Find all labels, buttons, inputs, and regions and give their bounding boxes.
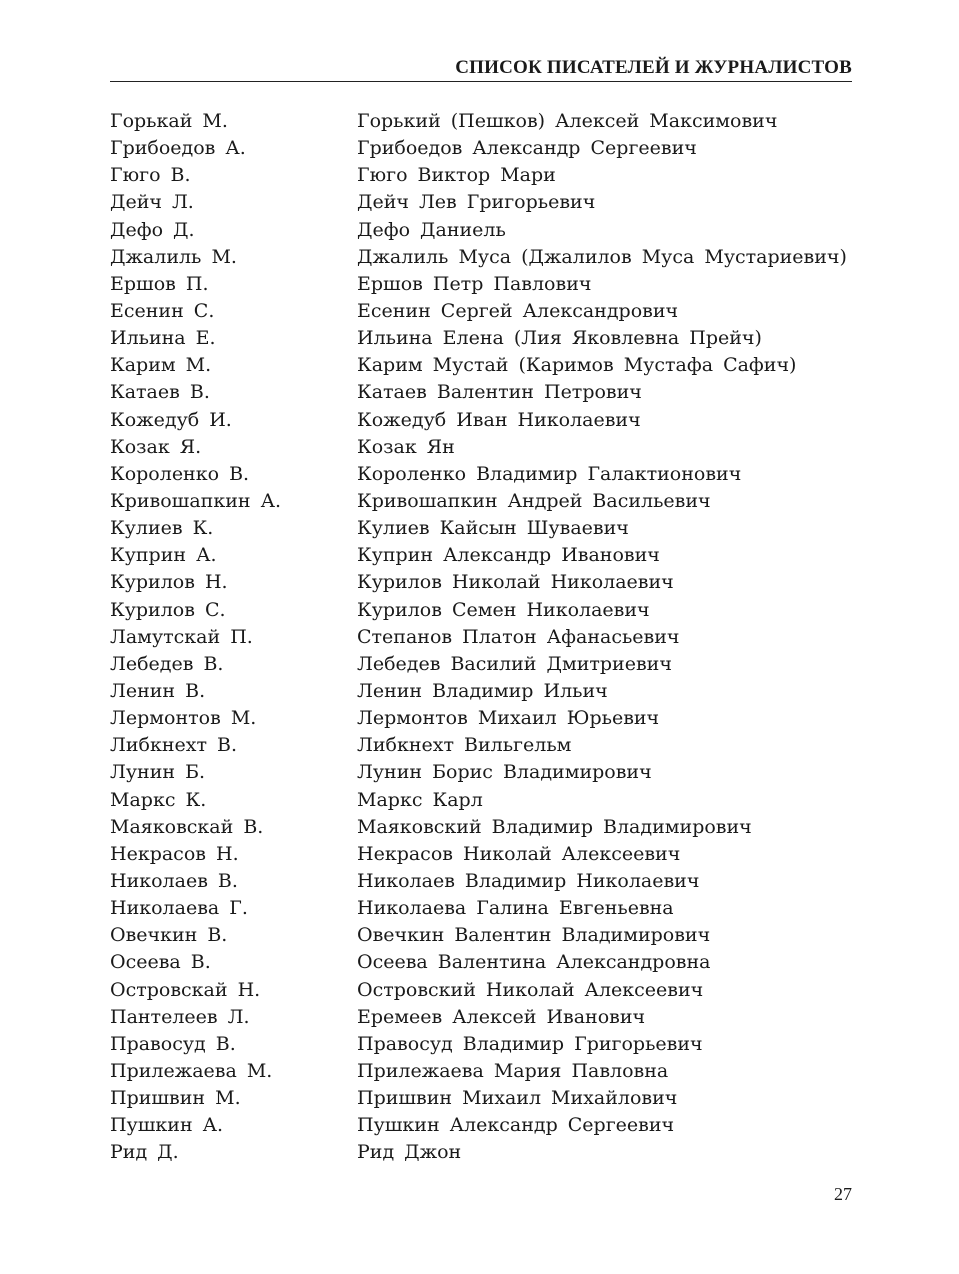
short-name: Маяковскай В. bbox=[110, 815, 264, 838]
full-name: Некрасов Николай Алексеевич bbox=[357, 842, 681, 865]
short-name: Овечкин В. bbox=[110, 924, 228, 947]
full-name: Пришвин Михаил Михайлович bbox=[357, 1087, 678, 1110]
short-name: Кожедуб И. bbox=[110, 408, 232, 431]
short-name: Дейч Л. bbox=[110, 191, 194, 214]
full-name: Карим Мустай (Каримов Мустафа Сафич) bbox=[357, 354, 797, 377]
short-name: Лебедев В. bbox=[110, 652, 224, 675]
full-name: Овечкин Валентин Владимирович bbox=[357, 924, 711, 947]
full-name: Короленко Владимир Галактионович bbox=[357, 462, 742, 485]
list-item bbox=[110, 922, 852, 949]
list-item bbox=[110, 108, 852, 135]
short-name: Грибоедов А. bbox=[110, 137, 246, 160]
page-header-title: СПИСОК ПИСАТЕЛЕЙ И ЖУРНАЛИСТОВ bbox=[455, 57, 852, 78]
list-item bbox=[110, 841, 852, 868]
full-name: Правосуд Владимир Григорьевич bbox=[357, 1032, 703, 1055]
short-name: Николаев В. bbox=[110, 869, 238, 892]
short-name: Курилов Н. bbox=[110, 571, 228, 594]
list-item bbox=[110, 1058, 852, 1085]
short-name: Дефо Д. bbox=[110, 218, 195, 241]
list-item bbox=[110, 814, 852, 841]
list-item bbox=[110, 162, 852, 189]
full-name: Маяковский Владимир Владимирович bbox=[357, 815, 752, 838]
short-name: Пушкин А. bbox=[110, 1114, 224, 1137]
list-item bbox=[110, 1085, 852, 1112]
list-item bbox=[110, 895, 852, 922]
short-name: Николаева Г. bbox=[110, 897, 248, 920]
list-item bbox=[110, 434, 852, 461]
short-name: Островскай Н. bbox=[110, 978, 261, 1001]
full-name: Катаев Валентин Петрович bbox=[357, 381, 642, 404]
list-item bbox=[110, 977, 852, 1004]
full-name: Ильина Елена (Лия Яковлевна Прейч) bbox=[357, 327, 762, 350]
short-name: Маркс К. bbox=[110, 788, 207, 811]
full-name: Либкнехт Вильгельм bbox=[357, 734, 572, 757]
full-name: Ершов Петр Павлович bbox=[357, 272, 592, 295]
list-item bbox=[110, 325, 852, 352]
header-rule bbox=[110, 81, 852, 82]
full-name: Ленин Владимир Ильич bbox=[357, 679, 608, 702]
list-item bbox=[110, 407, 852, 434]
short-name: Ленин В. bbox=[110, 679, 206, 702]
list-item bbox=[110, 135, 852, 162]
short-name: Горькай М. bbox=[110, 110, 228, 132]
short-name: Лермонтов М. bbox=[110, 707, 257, 730]
short-name: Катаев В. bbox=[110, 381, 210, 404]
full-name: Дейч Лев Григорьевич bbox=[357, 191, 596, 214]
full-name: Маркс Карл bbox=[357, 788, 483, 811]
full-name: Прилежаева Мария Павловна bbox=[357, 1059, 669, 1082]
full-name: Лебедев Василий Дмитриевич bbox=[357, 652, 672, 675]
full-name: Кожедуб Иван Николаевич bbox=[357, 408, 641, 431]
list-item bbox=[110, 1112, 852, 1139]
full-name: Лунин Борис Владимирович bbox=[357, 761, 652, 784]
full-name: Пушкин Александр Сергеевич bbox=[357, 1114, 675, 1137]
list-item bbox=[110, 569, 852, 596]
short-name: Козак Я. bbox=[110, 435, 202, 458]
list-item bbox=[110, 352, 852, 379]
short-name: Рид Д. bbox=[110, 1141, 179, 1164]
short-name: Прилежаева М. bbox=[110, 1059, 273, 1082]
short-name: Осеева В. bbox=[110, 951, 211, 974]
short-name: Гюго В. bbox=[110, 164, 191, 187]
list-item bbox=[110, 759, 852, 786]
short-name: Некрасов Н. bbox=[110, 842, 239, 865]
full-name: Рид Джон bbox=[357, 1141, 462, 1164]
short-name: Лунин Б. bbox=[110, 761, 206, 784]
full-name: Джалиль Муса (Джалилов Муса Мустариевич) bbox=[357, 245, 847, 268]
full-name: Николаева Галина Евгеньевна bbox=[357, 897, 674, 920]
full-name: Дефо Даниель bbox=[357, 218, 506, 241]
short-name: Ильина Е. bbox=[110, 327, 216, 350]
page-number: 27 bbox=[834, 1184, 852, 1204]
list-item bbox=[110, 542, 852, 569]
list-item bbox=[110, 488, 852, 515]
list-item bbox=[110, 244, 852, 271]
short-name: Кулиев К. bbox=[110, 517, 214, 540]
list-item bbox=[110, 189, 852, 216]
full-name: Кулиев Кайсын Шуваевич bbox=[357, 517, 629, 540]
short-name: Пришвин М. bbox=[110, 1087, 241, 1110]
list-item bbox=[110, 949, 852, 976]
list-item bbox=[110, 1139, 852, 1166]
short-name: Куприн А. bbox=[110, 544, 217, 567]
list-item bbox=[110, 1031, 852, 1058]
short-name: Кривошапкин А. bbox=[110, 489, 281, 512]
full-name: Есенин Сергей Александрович bbox=[357, 299, 679, 322]
list-item bbox=[110, 515, 852, 542]
list-item bbox=[110, 705, 852, 732]
short-name: Ламутскай П. bbox=[110, 625, 253, 648]
full-name: Еремеев Алексей Иванович bbox=[357, 1005, 646, 1028]
list-item bbox=[110, 271, 852, 298]
full-name: Осеева Валентина Александровна bbox=[357, 951, 711, 974]
short-name: Ершов П. bbox=[110, 272, 209, 295]
full-name: Курилов Семен Николаевич bbox=[357, 598, 650, 621]
list-item bbox=[110, 868, 852, 895]
short-name: Правосуд В. bbox=[110, 1032, 236, 1055]
full-name: Козак Ян bbox=[357, 435, 455, 458]
full-name: Курилов Николай Николаевич bbox=[357, 571, 674, 594]
full-name: Горький (Пешков) Алексей Максимович bbox=[357, 110, 778, 132]
list-item bbox=[110, 461, 852, 488]
list-item bbox=[110, 217, 852, 244]
list-item bbox=[110, 624, 852, 651]
full-name: Грибоедов Александр Сергеевич bbox=[357, 137, 697, 160]
list-item bbox=[110, 379, 852, 406]
list-item bbox=[110, 732, 852, 759]
list-item bbox=[110, 1004, 852, 1031]
list-item bbox=[110, 651, 852, 678]
list-item bbox=[110, 597, 852, 624]
full-name: Куприн Александр Иванович bbox=[357, 544, 660, 567]
full-name: Островский Николай Алексеевич bbox=[357, 978, 704, 1001]
short-name: Курилов С. bbox=[110, 598, 226, 621]
short-name: Короленко В. bbox=[110, 462, 250, 485]
short-name: Есенин С. bbox=[110, 299, 215, 322]
short-name: Джалиль М. bbox=[110, 245, 237, 268]
short-name: Либкнехт В. bbox=[110, 734, 238, 757]
list-item bbox=[110, 678, 852, 705]
author-list bbox=[110, 108, 852, 1166]
full-name: Николаев Владимир Николаевич bbox=[357, 869, 700, 892]
full-name: Лермонтов Михаил Юрьевич bbox=[357, 707, 660, 730]
full-name: Кривошапкин Андрей Васильевич bbox=[357, 489, 711, 512]
list-item bbox=[110, 298, 852, 325]
short-name: Пантелеев Л. bbox=[110, 1005, 250, 1028]
short-name: Карим М. bbox=[110, 354, 212, 377]
full-name: Гюго Виктор Мари bbox=[357, 164, 556, 187]
list-item bbox=[110, 787, 852, 814]
full-name: Степанов Платон Афанасьевич bbox=[357, 625, 680, 648]
